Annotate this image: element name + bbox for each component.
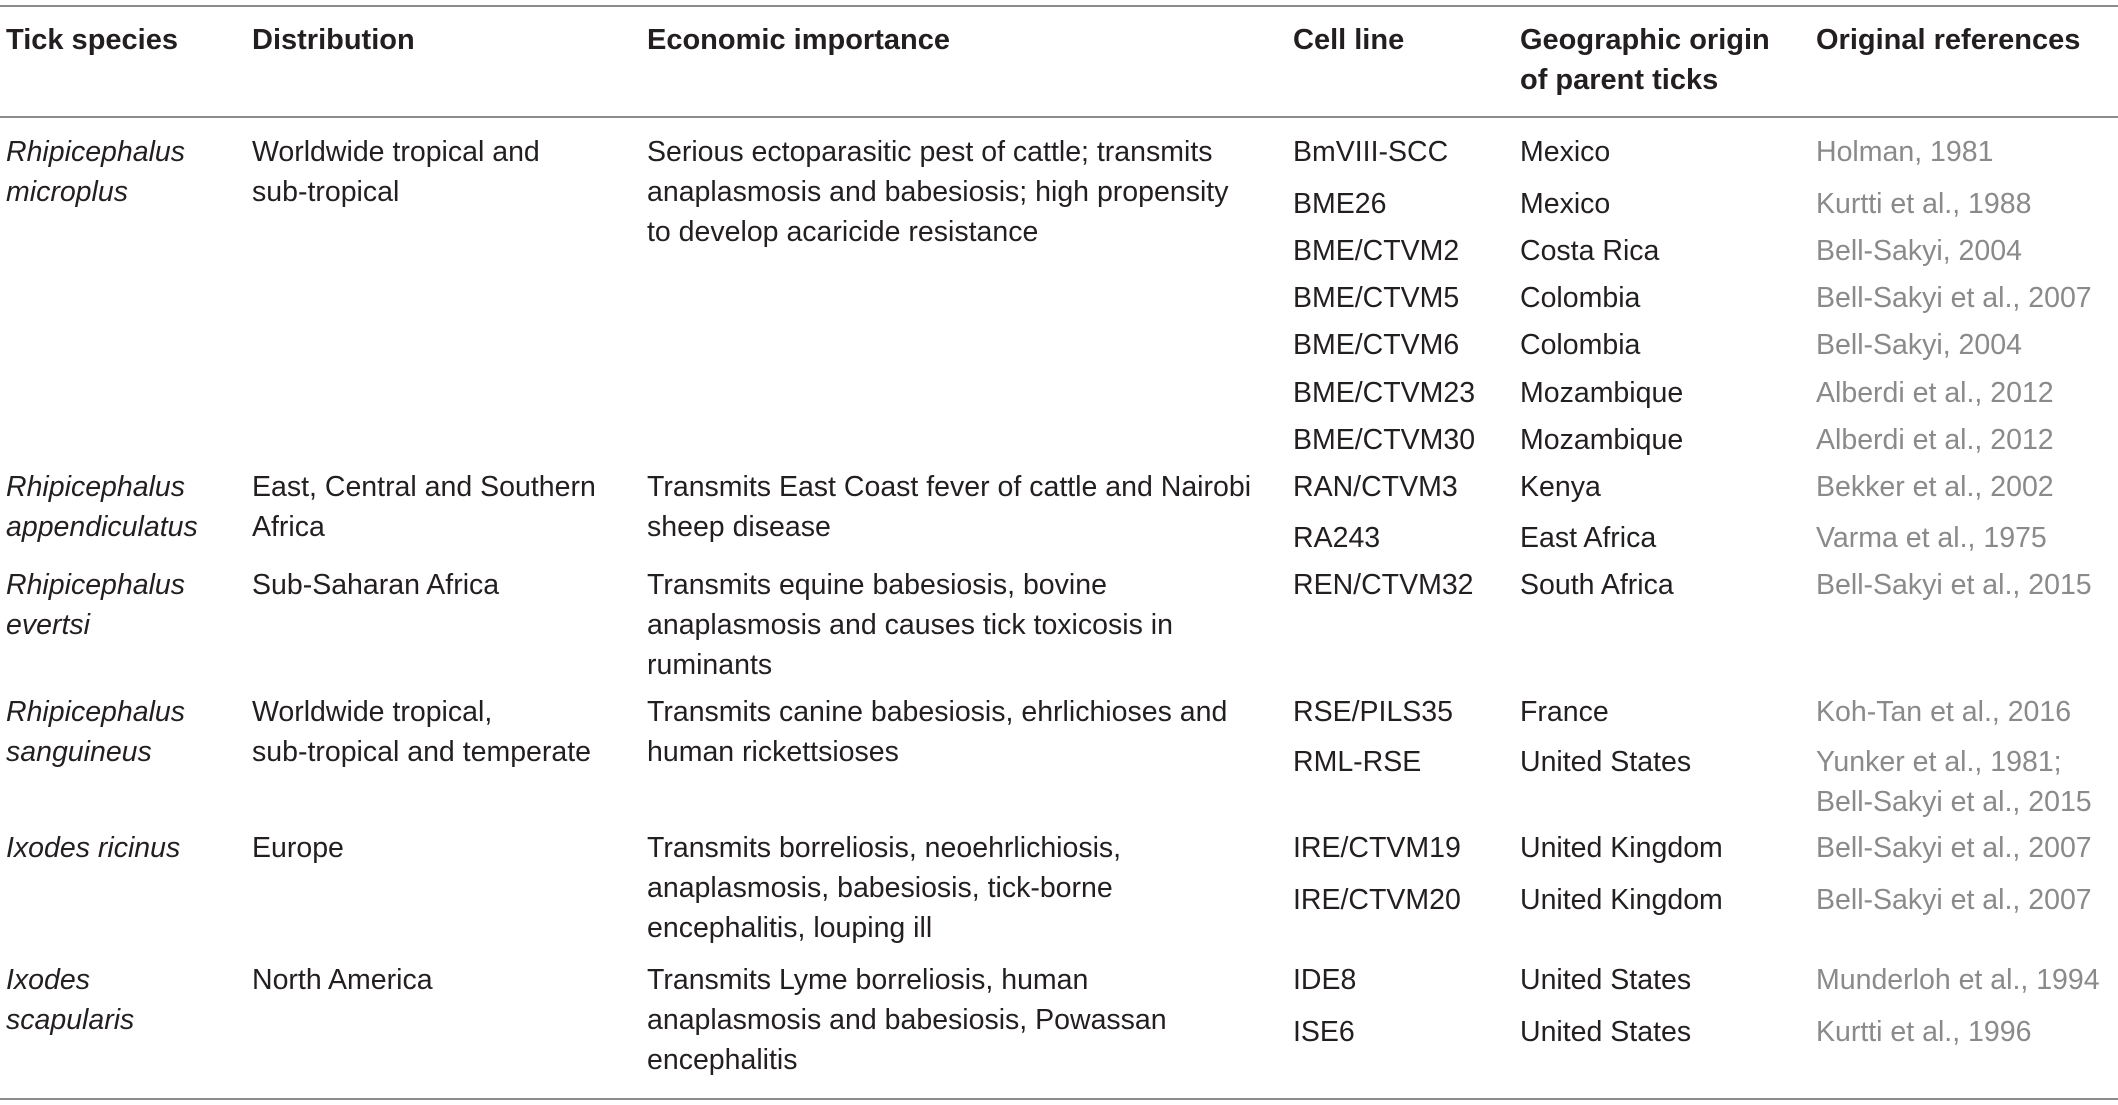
reference-link[interactable]: Bell-Sakyi, 2004 (1816, 235, 2022, 267)
cell-line-cell: ISE6 (1293, 1016, 1355, 1048)
economic-cell: anaplasmosis, babesiosis, tick-borne (647, 872, 1113, 904)
cell-line-cell: BME/CTVM2 (1293, 235, 1460, 267)
origin-cell: Kenya (1520, 471, 1601, 503)
species-cell: microplus (6, 176, 128, 208)
species-cell: Rhipicephalus (6, 471, 186, 503)
species-cell: Ixodes ricinus (6, 832, 181, 864)
reference-link[interactable]: Bekker et al., 2002 (1816, 471, 2054, 503)
economic-cell: Serious ectoparasitic pest of cattle; transmits (647, 136, 1213, 168)
economic-cell: encephalitis, louping ill (647, 912, 933, 944)
top-rule (0, 5, 2118, 7)
reference-link[interactable]: Alberdi et al., 2012 (1816, 377, 2054, 409)
economic-cell: Transmits canine babesiosis, ehrlichioses and (647, 696, 1228, 728)
reference-link[interactable]: Bell-Sakyi et al., 2015 (1816, 786, 2092, 818)
economic-cell: Transmits equine babesiosis, bovine (647, 569, 1107, 601)
reference-link[interactable]: Bell-Sakyi et al., 2015 (1816, 569, 2092, 601)
reference-link[interactable]: Bell-Sakyi et al., 2007 (1816, 832, 2092, 864)
cell-line-cell: REN/CTVM32 (1293, 569, 1474, 601)
cell-line-cell: BME26 (1293, 188, 1387, 220)
economic-cell: Transmits East Coast fever of cattle and Nairobi (647, 471, 1252, 503)
economic-cell: human rickettsioses (647, 736, 899, 768)
origin-cell: Colombia (1520, 329, 1641, 361)
cell-line-cell: BME/CTVM23 (1293, 377, 1476, 409)
header-geographic-origin-line2: of parent ticks (1520, 64, 1719, 96)
reference-link[interactable]: Yunker et al., 1981; (1816, 746, 2062, 778)
origin-cell: South Africa (1520, 569, 1674, 601)
origin-cell: Costa Rica (1520, 235, 1660, 267)
reference-link[interactable]: Kurtti et al., 1988 (1816, 188, 2032, 220)
reference-link[interactable]: Bell-Sakyi et al., 2007 (1816, 884, 2092, 916)
economic-cell: ruminants (647, 649, 773, 681)
species-cell: Rhipicephalus (6, 136, 186, 168)
origin-cell: France (1520, 696, 1609, 728)
species-cell: Rhipicephalus (6, 696, 186, 728)
cell-line-cell: BME/CTVM30 (1293, 424, 1476, 456)
distribution-cell: North America (252, 964, 433, 996)
origin-cell: United Kingdom (1520, 832, 1723, 864)
cell-line-cell: RSE/PILS35 (1293, 696, 1454, 728)
header-cell-line: Cell line (1293, 24, 1405, 56)
cell-line-cell: BME/CTVM6 (1293, 329, 1460, 361)
distribution-cell: sub-tropical and temperate (252, 736, 592, 768)
reference-link[interactable]: Alberdi et al., 2012 (1816, 424, 2054, 456)
species-cell: Rhipicephalus (6, 569, 186, 601)
reference-link[interactable]: Varma et al., 1975 (1816, 522, 2047, 554)
origin-cell: United States (1520, 1016, 1692, 1048)
reference-link[interactable]: Munderloh et al., 1994 (1816, 964, 2100, 996)
economic-cell: Transmits borreliosis, neoehrlichiosis, (647, 832, 1122, 864)
distribution-cell: East, Central and Southern (252, 471, 596, 503)
origin-cell: Colombia (1520, 282, 1641, 314)
header-rule (0, 116, 2118, 118)
reference-link[interactable]: Kurtti et al., 1996 (1816, 1016, 2032, 1048)
cell-line-cell: RA243 (1293, 522, 1381, 554)
economic-cell: Transmits Lyme borreliosis, human (647, 964, 1089, 996)
economic-cell: encephalitis (647, 1044, 798, 1076)
cell-line-cell: RAN/CTVM3 (1293, 471, 1458, 503)
header-distribution: Distribution (252, 24, 415, 56)
reference-link[interactable]: Bell-Sakyi et al., 2007 (1816, 282, 2092, 314)
header-original-references: Original references (1816, 24, 2081, 56)
origin-cell: United Kingdom (1520, 884, 1723, 916)
distribution-cell: sub-tropical (252, 176, 400, 208)
origin-cell: Mozambique (1520, 424, 1684, 456)
cell-line-cell: IRE/CTVM20 (1293, 884, 1461, 916)
distribution-cell: Worldwide tropical, (252, 696, 493, 728)
economic-cell: anaplasmosis and babesiosis; high propensity (647, 176, 1229, 208)
species-cell: Ixodes (6, 964, 90, 996)
economic-cell: anaplasmosis and causes tick toxicosis in (647, 609, 1173, 641)
header-economic-importance: Economic importance (647, 24, 950, 56)
reference-link[interactable]: Holman, 1981 (1816, 136, 1994, 168)
cell-line-cell: BME/CTVM5 (1293, 282, 1460, 314)
origin-cell: Mozambique (1520, 377, 1684, 409)
origin-cell: East Africa (1520, 522, 1657, 554)
distribution-cell: Sub-Saharan Africa (252, 569, 500, 601)
species-cell: sanguineus (6, 736, 152, 768)
origin-cell: United States (1520, 964, 1692, 996)
cell-line-cell: IDE8 (1293, 964, 1357, 996)
header-geographic-origin: Geographic origin (1520, 24, 1770, 56)
cell-line-cell: BmVIII-SCC (1293, 136, 1449, 168)
reference-link[interactable]: Bell-Sakyi, 2004 (1816, 329, 2022, 361)
economic-cell: to develop acaricide resistance (647, 216, 1039, 248)
cell-line-cell: IRE/CTVM19 (1293, 832, 1461, 864)
origin-cell: United States (1520, 746, 1692, 778)
economic-cell: anaplasmosis and babesiosis, Powassan (647, 1004, 1167, 1036)
species-cell: scapularis (6, 1004, 135, 1036)
origin-cell: Mexico (1520, 136, 1611, 168)
distribution-cell: Africa (252, 511, 325, 543)
header-tick-species: Tick species (6, 24, 178, 56)
economic-cell: sheep disease (647, 511, 831, 543)
cell-line-cell: RML-RSE (1293, 746, 1422, 778)
species-cell: evertsi (6, 609, 90, 641)
bottom-rule (0, 1098, 2118, 1100)
species-cell: appendiculatus (6, 511, 198, 543)
distribution-cell: Europe (252, 832, 344, 864)
distribution-cell: Worldwide tropical and (252, 136, 540, 168)
reference-link[interactable]: Koh-Tan et al., 2016 (1816, 696, 2072, 728)
origin-cell: Mexico (1520, 188, 1611, 220)
